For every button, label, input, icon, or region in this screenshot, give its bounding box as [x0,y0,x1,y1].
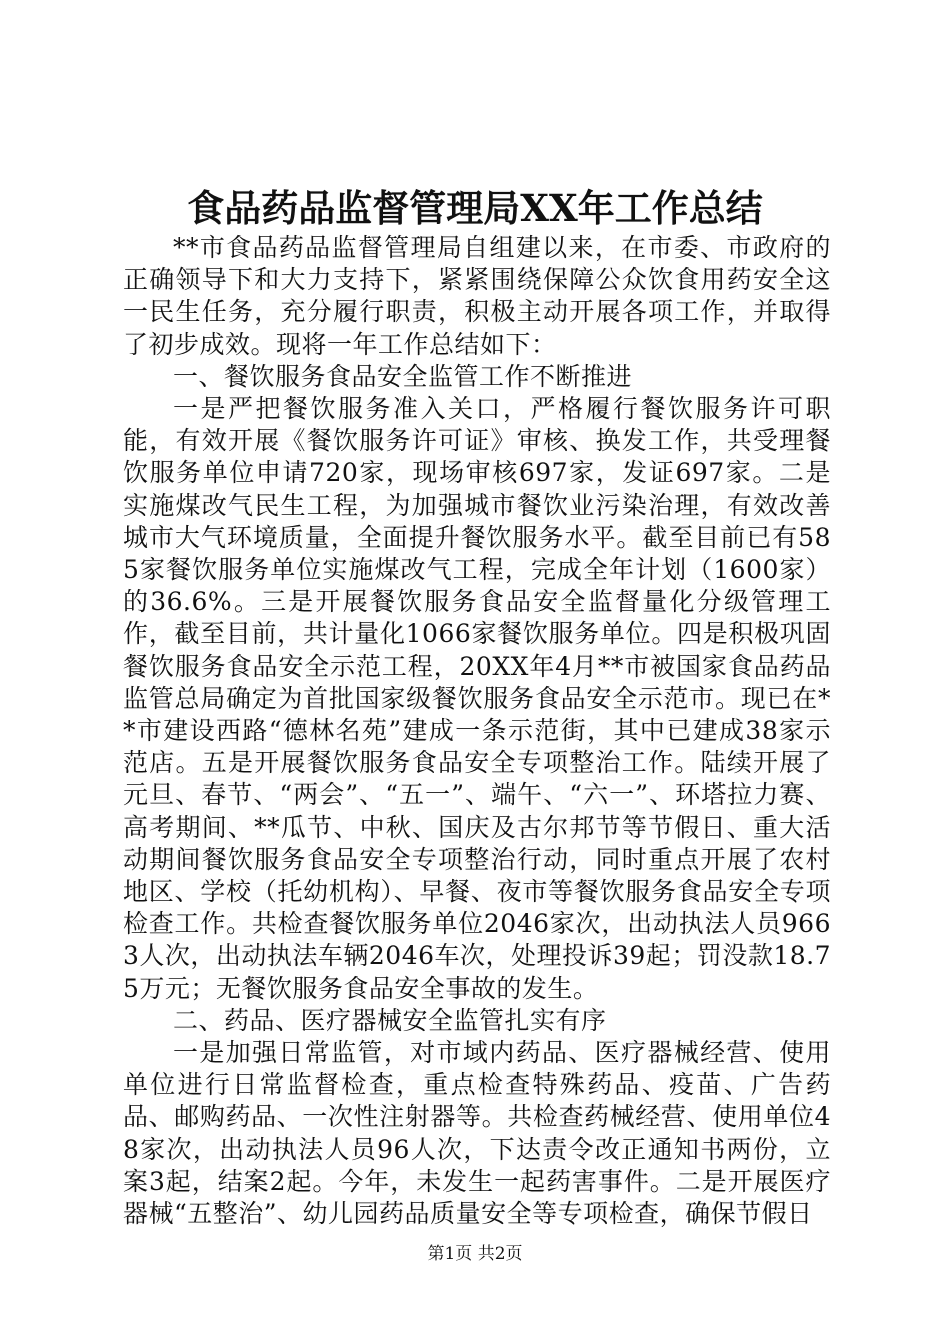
page-footer: 第1页 共2页 [427,1244,523,1264]
section-2-paragraph: 一是加强日常监管，对市域内药品、医疗器械经营、使用单位进行日常监督检查，重点检查特殊药品、疫苗、广告药品、邮购药品、一次性注射器等。共检查药械经营、使用单位48家次，出动执法人员96人次，下达责令改正通知书两份，立案3起，结案2起。今年，未发生一起药害事件。二是开展医疗器械“五整治”、幼儿园药品质量安全等专项检查，确保节假日 [123,1038,831,1229]
document-title: 食品药品监督管理局XX年工作总结 [187,186,763,230]
section-1-paragraph: 一是严把餐饮服务准入关口，严格履行餐饮服务许可职能，有效开展《餐饮服务许可证》审核、换发工作，共受理餐饮服务单位申请720家，现场审核697家，发证697家。二是实施煤改气民生工程，为加强城市餐饮业污染治理，有效改善城市大气环境质量，全面提升餐饮服务水平。截至目前已有585家餐饮服务单位实施煤改气工程，完成全年计划（1600家）的36.6%。三是开展餐饮服务食品安全监督量化分级管理工作，截至目前，共计量化1066家餐饮服务单位。四是积极巩固餐饮服务食品安全示范工程，20XX年4月**市被国家食品药品监管总局确定为首批国家级餐饮服务食品安全示范市。现已在**市建设西路“德林名苑”建成一条示范街，其中已建成38家示范店。五是开展餐饮服务食品安全专项整治工作。陆续开展了元旦、春节、“两会”、“五一”、端午、“六一”、环塔拉力赛、高考期间、**瓜节、中秋、国庆及古尔邦节等节假日、重大活动期间餐饮服务食品安全专项整治行动，同时重点开展了农村地区、学校（托幼机构）、早餐、夜市等餐饮服务食品安全专项检查工作。共检查餐饮服务单位2046家次，出动执法人员9663人次，出动执法车辆2046车次，处理投诉39起；罚没款18.75万元；无餐饮服务食品安全事故的发生。 [123,394,832,1003]
intro-paragraph: **市食品药品监督管理局自组建以来，在市委、市政府的正确领导下和大力支持下，紧紧围绕保障公众饮食用药安全这一民生任务，充分履行职责，积极主动开展各项工作，并取得了初步成效。现将一年工作总结如下： [123,233,831,359]
section-1-heading: 一、餐饮服务食品安全监管工作不断推进 [173,361,633,391]
section-2-heading: 二、药品、医疗器械安全监管扎实有序 [173,1005,607,1035]
document-body [123,232,831,1230]
